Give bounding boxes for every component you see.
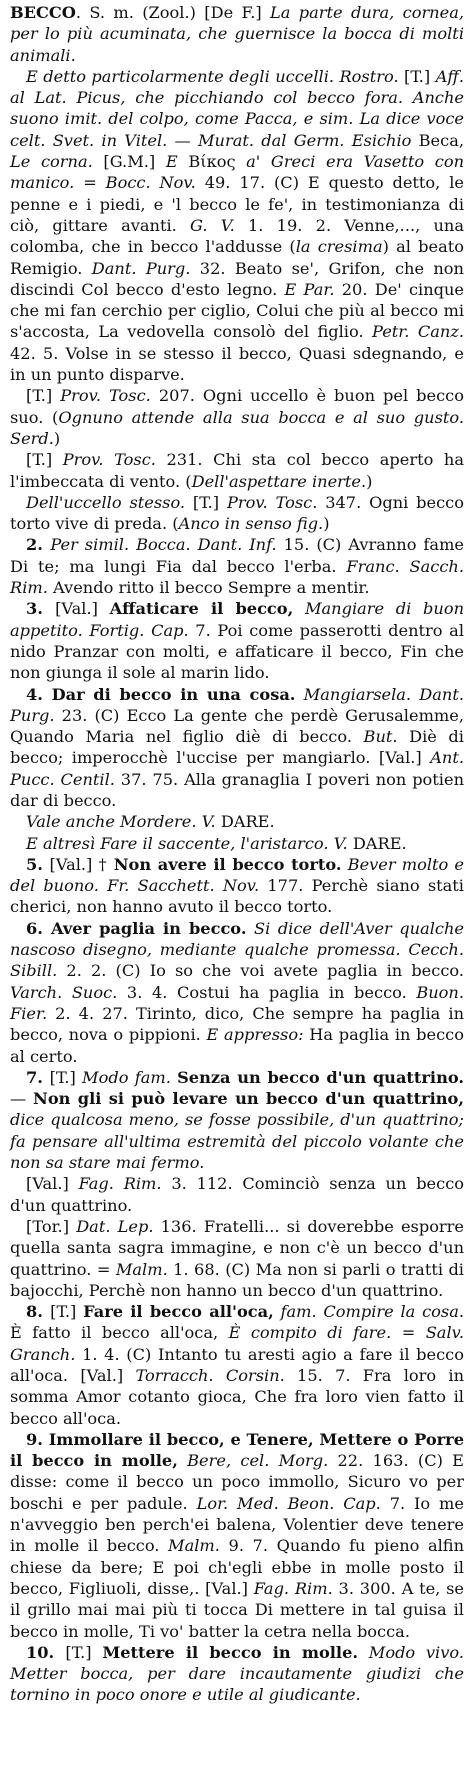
entry-text: 32. Beato se', Grifon, che non discindi Col becco d'esto legno. — [10, 258, 464, 299]
italic-text: La parte dura, cornea, per lo più acuminata, che guernisce la bocca di molti animali. — [10, 3, 464, 65]
bold-phrase: Non gli si può levare un becco d'un quattrino, — [33, 1089, 464, 1109]
entry-text: Diè di becco; imperocchè l'uccise per mangiarlo. [Val.] — [10, 727, 464, 768]
entry-text: 3. 4. Costui ha paglia in becco. — [117, 982, 417, 1002]
italic-text: Dat. Lep. — [76, 1216, 154, 1236]
bold-phrase: 10. — [26, 1642, 66, 1662]
bold-phrase: 5. — [26, 854, 50, 874]
entry-text: = — [74, 173, 106, 193]
bold-phrase: Mettere il becco in molle. — [102, 1642, 359, 1662]
headword: BECCO — [10, 3, 76, 22]
italic-text: Lor. Med. Beon. Cap. — [196, 1493, 381, 1513]
entry-text: [T.] — [65, 1642, 103, 1662]
entry-text: [Tor.] — [26, 1216, 77, 1236]
bold-phrase: Fare il becco all'oca, — [83, 1302, 274, 1322]
entry-text: 136. Fratelli... si doverebbe esporre quella santa sagra immagine, e non c'è un becco d'un quattrino. = — [10, 1216, 464, 1279]
entry-paragraph — [10, 918, 464, 1067]
entry-text: 1. 19. 2. Venne,..., una colomba, che in becco l'addusse ( — [10, 215, 464, 257]
italic-text: E — [165, 152, 178, 172]
entry-paragraph — [10, 385, 464, 449]
entry-text: [T.] — [398, 66, 436, 86]
italic-text: Si dice dell'Aver qualche nascoso disegno, mediante qualche promessa. Cecch. Sibill. — [10, 918, 464, 981]
entry-text: [Val.] † — [49, 854, 114, 874]
italic-text: Aff. al Lat. Picus, che picchiando col becco fora. Anche suono imit. del colpo, come Pacca, e sim. La dice voce celt. Svet. in Vitel. — Murat. dal Germ. Esichio — [10, 66, 465, 150]
entry-text: 1. 68. (C) Ma non si parli o tratti di bajocchi, Perchè non hanno un becco d'un quattrino. — [10, 1259, 464, 1300]
italic-text: Fag. Rim. — [253, 1578, 333, 1598]
italic-text: Ognuno attende alla sua bocca e al suo gusto. Serd. — [10, 407, 464, 448]
italic-text: fam. Compire la cosa. — [280, 1302, 464, 1322]
entry-paragraph — [10, 854, 464, 918]
bold-phrase: 9. — [26, 1429, 49, 1449]
entry-text: 23. (C) Ecco La gente che perdè Gerusalemme, Quando Maria nel figlio diè di becco. — [10, 705, 464, 747]
entry-text: 231. Chi sta col becco aperto ha l'imbeccata di vento. ( — [10, 450, 464, 491]
entry-text: [T.] — [26, 450, 63, 470]
entry-paragraph — [10, 1067, 464, 1173]
entry-text: = — [391, 1323, 426, 1343]
entry-paragraph — [10, 1429, 464, 1642]
italic-text: Ant. Pucc. Centil. — [10, 748, 464, 789]
entry-text: 3. 300. A te, se il grillo mai mai più ti tocca Di mettere in tal guisa il becco in molle, Ti vo' batter la cetra nella bocca. — [10, 1578, 464, 1641]
entry-text — [358, 1643, 369, 1662]
entry-paragraph — [10, 534, 464, 598]
italic-text: G. V. — [190, 215, 235, 235]
entry-text: Ha paglia in becco al certo. — [10, 1025, 464, 1066]
entry-paragraph — [10, 66, 464, 385]
entry-paragraph — [10, 811, 464, 832]
italic-text: Modo fam. — [82, 1067, 171, 1087]
italic-text: Dell'uccello stesso. — [26, 492, 186, 512]
entry-text: [Val.] — [55, 599, 110, 619]
entry-text: ) al beato Remigio. — [10, 237, 465, 278]
bold-phrase: Affaticare il becco, — [109, 599, 294, 619]
entry-definition — [10, 2, 464, 66]
entry-text: [Val.] — [26, 1174, 79, 1194]
italic-text: Fag. Rim. — [78, 1174, 162, 1194]
entry-paragraph — [10, 449, 464, 492]
bold-phrase: 7. — [26, 1067, 50, 1087]
dictionary-entry-becco — [10, 2, 464, 1706]
entry-text: Βίκος — [177, 152, 247, 172]
entry-text: 7. Poi come passerotti dentro al nido Pranzar con molti, e affaticare il becco, Fin che non giunga il sole al marin lido. — [10, 620, 465, 683]
bold-phrase: Dar di becco in una cosa. — [51, 684, 296, 704]
entry-text: 1. 4. (C) Intanto tu aresti agio a fare il becco all'oca. [Val.] — [10, 1344, 464, 1385]
entry-text: — — [10, 1089, 34, 1109]
italic-text: Le corna. — [10, 152, 93, 172]
entry-text: 42. 5. Volse in se stesso il becco, Quasi sdegnando, e in un punto disparve. — [10, 343, 464, 385]
italic-text: Anco in senso fig. — [178, 514, 324, 534]
italic-text: E detto particolarmente degli uccelli. Rostro. — [26, 66, 399, 86]
italic-text: Buon. Fier. — [10, 982, 464, 1023]
entry-paragraph — [10, 492, 464, 535]
italic-text: Prov. Tosc. — [226, 492, 318, 512]
bold-phrase: Immollare il becco, e Tenere, Mettere o Porre il becco in molle, — [10, 1429, 464, 1471]
entry-text: 2. 2. (C) Io so che voi avete paglia in becco. — [57, 961, 464, 981]
entry-text: 22. 163. (C) E disse: come il becco un poco immollo, Sicuro vo per boschi e per padule. — [10, 1451, 465, 1513]
italic-text: la cresima — [295, 237, 383, 257]
bold-phrase: 2. — [26, 535, 51, 555]
bold-phrase: 8. — [26, 1302, 51, 1322]
entry-text: È fatto il becco all'oca, — [10, 1323, 229, 1343]
entry-text: [T.] — [26, 386, 61, 406]
italic-text: È compito di fare. — [228, 1323, 392, 1343]
entry-text: DARE. — [215, 812, 275, 832]
italic-text: Modo vivo. Metter bocca, per dare incautamente giudizi che tornino in poco onore e utile al giudicante. — [10, 1642, 464, 1705]
bold-phrase: 3. — [26, 599, 56, 619]
entry-paragraph — [10, 1173, 464, 1216]
entry-text: Avendo ritto il becco Sempre a mentir. — [47, 578, 370, 598]
entry-text: 37. 75. Alla granaglia I poveri non potien dar di becco. — [10, 769, 464, 810]
entry-paragraph — [10, 1216, 464, 1301]
entry-text: [T.] — [49, 1067, 83, 1087]
entry-text: [T.] — [185, 492, 227, 512]
italic-text: E appresso: — [206, 1025, 304, 1045]
entry-text: 15. 7. Fra loro in somma Amor cotanto gioca, Che fra loro vien fatto il becco all'oca. — [10, 1366, 464, 1428]
italic-text: Salv. Granch. — [10, 1323, 464, 1364]
italic-text: Dell'aspettare inerte. — [191, 471, 367, 491]
entry-text: ) — [323, 514, 330, 534]
entry-text — [178, 1451, 187, 1470]
entry-text: 207. Ogni uccello è buon pel becco suo. ( — [10, 386, 464, 427]
italic-text: E Par. — [284, 279, 335, 299]
italic-text: Varch. Suoc. — [10, 982, 118, 1002]
italic-text: Malm. — [168, 1536, 220, 1556]
entry-text — [295, 685, 303, 704]
entry-text: 347. Ogni becco torto vive di preda. ( — [10, 492, 464, 534]
bold-phrase: Aver paglia in becco. — [50, 918, 247, 938]
italic-text: Mangiare di buon appetito. Fortig. Cap. — [10, 599, 465, 640]
italic-text: Bever molto e del buono. Fr. Sacchett. Nov. — [10, 854, 464, 896]
italic-text: Prov. Tosc. — [62, 450, 156, 470]
entry-text: ) — [53, 428, 61, 448]
bold-phrase: 6. — [26, 918, 51, 938]
entry-text: [G.M.] — [92, 152, 166, 172]
italic-text: Torracch. Corsin. — [135, 1366, 285, 1385]
entry-paragraph — [10, 598, 464, 683]
entry-text: . S. m. (Zool.) [De F.] — [75, 3, 271, 22]
entry-text: 177. Perchè siano stati cherici, non hanno avuto il becco torto. — [10, 876, 464, 917]
entry-text — [274, 1302, 281, 1321]
italic-text: dice qualcosa meno, se fosse possibile, d'un quattrino; fa pensare all'ultima estremità del piccolo volante che non sa stare mai fermo. — [10, 1110, 464, 1173]
entry-text: 7. Io me n'avveggio ben perch'ei balena, Volentier deve tenere in molle il becco. — [10, 1493, 464, 1556]
entry-text: [T.] — [50, 1302, 84, 1322]
bold-phrase: Non avere il becco torto. — [113, 854, 342, 874]
italic-text: Petr. Canz. — [372, 322, 464, 342]
entry-text: ) — [366, 471, 373, 491]
entry-text: 9. 7. Quando fu pieno alfin chiese da bere; E poi ch'egli ebbe in molle posto il becco, Figliuoli, disse,. [Val.] — [10, 1536, 465, 1598]
entry-paragraph — [10, 1642, 464, 1706]
entry-text: 2. 4. 27. Tirinto, dico, Che sempre ha paglia in becco, nova o pippioni. — [10, 1003, 464, 1045]
italic-text: E altresì Fare il saccente, l'aristarco. V. — [26, 833, 348, 853]
entry-text: DARE. — [347, 833, 407, 853]
entry-text: Beca, — [411, 130, 464, 150]
bold-phrase: Senza un becco d'un quattrino. — [177, 1067, 464, 1087]
entry-text: 20. De' cinque che mi fan cerchio per ciglio, Colui che più al becco mi s'accosta, La vedovella consolò del figlio. — [10, 279, 464, 342]
entry-text: 49. 17. (C) E questo detto, le penne e i piedi, e 'l becco le fe', in testimonianza di ciò, gittare avanti. — [10, 173, 464, 235]
italic-text: Bere, cel. Morg. — [187, 1451, 329, 1471]
italic-text: a' Greci era Vasetto con manico. — [10, 152, 464, 193]
italic-text: Franc. Sacch. Rim. — [10, 556, 464, 598]
entry-paragraph — [10, 1301, 464, 1429]
entry-text: 15. (C) Avranno fame Di te; ma lungi Fia dal becco l'erba. — [10, 535, 464, 576]
italic-text: Prov. Tosc. — [60, 386, 151, 406]
entry-paragraph — [10, 684, 464, 812]
italic-text: Dant. Purg. — [91, 258, 191, 278]
bold-phrase: 4. — [26, 684, 52, 704]
entry-text: 3. 112. Cominciò senza un becco d'un quattrino. — [10, 1174, 465, 1215]
entry-text — [246, 919, 254, 938]
italic-text: But. — [363, 727, 398, 747]
italic-text: Malm. — [115, 1259, 168, 1279]
italic-text: Vale anche Mordere. V. — [26, 812, 216, 832]
italic-text: Mangiarsela. Dant. Purg. — [10, 684, 464, 725]
entry-text — [293, 599, 305, 618]
italic-text: Bocc. Nov. — [105, 173, 196, 193]
italic-text: Per simil. Bocca. Dant. Inf. — [50, 535, 277, 555]
entry-paragraph — [10, 833, 464, 854]
